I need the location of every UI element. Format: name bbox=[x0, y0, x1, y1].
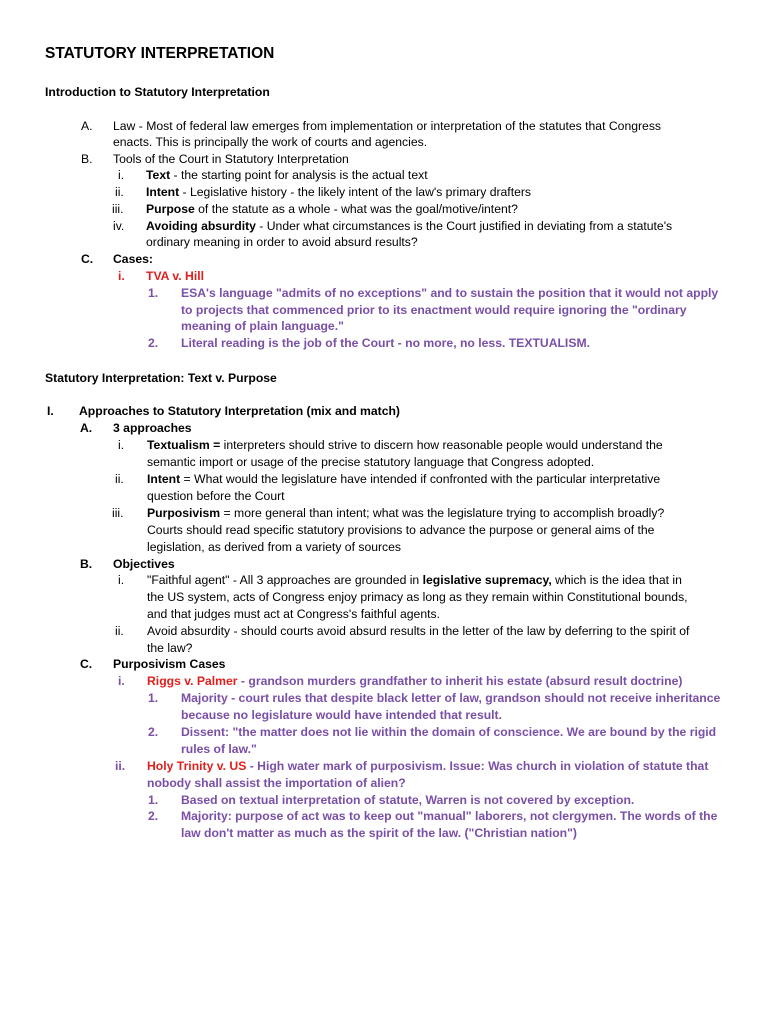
point-marker: 2. bbox=[148, 809, 159, 823]
objective-desc: "Faithful agent" - All 3 approaches are grounded in bbox=[147, 573, 423, 587]
case-name: TVA v. Hill bbox=[146, 269, 205, 283]
point-marker: 2. bbox=[148, 725, 159, 739]
approach-text bbox=[147, 437, 663, 454]
approach-desc: = What would the legislature have intended if confronted with the particular interpretative bbox=[180, 472, 661, 486]
approach-desc-cont: semantic import or usage of the precise statutory language that Congress adopted. bbox=[147, 455, 595, 469]
approach-text bbox=[147, 471, 660, 488]
item-marker: ii. bbox=[115, 472, 124, 486]
item-text: enacts. This is principally the work of courts and agencies. bbox=[113, 135, 428, 149]
point-text: meaning of plain language." bbox=[181, 319, 344, 333]
section-heading-intro: Introduction to Statutory Interpretation bbox=[45, 85, 270, 99]
approach-term: Intent bbox=[147, 472, 181, 486]
point-text: Literal reading is the job of the Court - no more, no less. TEXTUALISM. bbox=[181, 336, 590, 350]
item-marker: i. bbox=[118, 438, 125, 452]
section-heading-text-v-purpose: Statutory Interpretation: Text v. Purpose bbox=[45, 371, 277, 385]
point-text: Majority - court rules that despite black letter of law, grandson should not receive inheritance bbox=[181, 691, 721, 705]
case-line bbox=[147, 758, 708, 775]
tool-term: Avoiding absurdity bbox=[146, 219, 256, 233]
point-text: Majority: purpose of act was to keep out "manual" laborers, not clergymen. The words of the bbox=[181, 809, 718, 823]
case-marker: ii. bbox=[115, 759, 126, 773]
item-text: Cases: bbox=[113, 252, 153, 266]
item-marker: iii. bbox=[112, 202, 124, 216]
item-marker: I. bbox=[47, 404, 54, 418]
approach-text bbox=[147, 505, 664, 522]
point-text: law don't matter as much as the spirit of the law. ("Christian nation") bbox=[181, 826, 577, 840]
point-marker: 2. bbox=[148, 336, 159, 350]
item-text: 3 approaches bbox=[113, 421, 192, 435]
page-title: STATUTORY INTERPRETATION bbox=[45, 45, 275, 62]
approach-desc-cont: Courts should read specific statutory provisions to advance the purpose or general aims of the bbox=[147, 523, 655, 537]
tool-desc: - Under what circumstances is the Court justified in deviating from a statute's bbox=[255, 219, 673, 233]
case-name: Holy Trinity v. US bbox=[147, 759, 247, 773]
point-text: Dissent: "the matter does not lie within the domain of conscience. We are bound by the rigid bbox=[181, 725, 717, 739]
item-marker: B. bbox=[80, 557, 93, 571]
item-marker: C. bbox=[80, 657, 93, 671]
point-text: ESA's language "admits of no exceptions" and to sustain the position that it would not apply bbox=[181, 286, 719, 300]
objective-desc: which is the idea that in bbox=[551, 573, 682, 587]
point-marker: 1. bbox=[148, 691, 159, 705]
approach-desc-cont: legislation, as derived from a variety of sources bbox=[147, 540, 402, 554]
point-text: Based on textual interpretation of statute, Warren is not covered by exception. bbox=[181, 793, 635, 807]
approach-desc: = more general than intent; what was the legislature trying to accomplish broadly? bbox=[220, 506, 665, 520]
case-marker: i. bbox=[118, 269, 125, 283]
objective-term: legislative supremacy, bbox=[422, 573, 552, 587]
item-marker: A. bbox=[81, 119, 93, 133]
tool-text bbox=[146, 201, 518, 218]
approach-desc: interpreters should strive to discern how reasonable people would understand the bbox=[220, 438, 663, 452]
item-marker: iv. bbox=[113, 219, 125, 233]
tool-desc: - the starting point for analysis is the actual text bbox=[170, 168, 428, 182]
approach-term: Purposivism bbox=[147, 506, 221, 520]
tool-term: Text bbox=[146, 168, 171, 182]
objective-desc-cont: and that judges must act at Congress's faithful agents. bbox=[147, 607, 440, 621]
case-name: Riggs v. Palmer bbox=[147, 674, 238, 688]
case-line bbox=[147, 673, 682, 690]
item-text: Approaches to Statutory Interpretation (mix and match) bbox=[79, 404, 400, 418]
tool-desc: of the statute as a whole - what was the goal/motive/intent? bbox=[194, 202, 518, 216]
item-marker: A. bbox=[80, 421, 93, 435]
tool-desc-cont: ordinary meaning in order to avoid absurd results? bbox=[146, 235, 418, 249]
item-marker: iii. bbox=[112, 506, 124, 520]
approach-desc-cont: question before the Court bbox=[147, 489, 285, 503]
item-text: Tools of the Court in Statutory Interpretation bbox=[113, 152, 349, 166]
tool-desc: - Legislative history - the likely intent of the law's primary drafters bbox=[179, 185, 532, 199]
item-text: Objectives bbox=[113, 557, 175, 571]
objective-desc-cont: the US system, acts of Congress enjoy primacy as long as they remain within Constitutional bounds, bbox=[147, 590, 688, 604]
item-text: Purposivism Cases bbox=[113, 657, 226, 671]
tool-text bbox=[146, 167, 428, 184]
item-text: Law - Most of federal law emerges from implementation or interpretation of the statutes that Congress bbox=[113, 119, 662, 133]
case-desc-cont: nobody shall assist the importation of alien? bbox=[147, 776, 406, 790]
tool-term: Intent bbox=[146, 185, 180, 199]
case-desc: - High water mark of purposivism. Issue: Was church in violation of statute that bbox=[246, 759, 709, 773]
objective-desc-cont: the law? bbox=[147, 641, 193, 655]
tool-term: Purpose bbox=[146, 202, 195, 216]
item-marker: ii. bbox=[115, 185, 124, 199]
point-marker: 1. bbox=[148, 793, 159, 807]
item-marker: i. bbox=[118, 573, 125, 587]
point-text: to projects that commenced prior to its enactment would require ignoring the "ordinary bbox=[181, 303, 687, 317]
case-desc: - grandson murders grandfather to inherit his estate (absurd result doctrine) bbox=[237, 674, 683, 688]
objective-text bbox=[147, 572, 682, 589]
item-marker: ii. bbox=[115, 624, 124, 638]
point-text: rules of law." bbox=[181, 742, 257, 756]
point-marker: 1. bbox=[148, 286, 159, 300]
tool-text bbox=[146, 218, 672, 235]
case-marker: i. bbox=[118, 674, 125, 688]
point-text: because no legislature would have intended that result. bbox=[181, 708, 503, 722]
objective-text: Avoid absurdity - should courts avoid absurd results in the letter of the law by deferring to the spirit of bbox=[147, 624, 690, 638]
tool-text bbox=[146, 184, 531, 201]
item-marker: i. bbox=[118, 168, 125, 182]
item-marker: B. bbox=[81, 152, 93, 166]
approach-term: Textualism = bbox=[147, 438, 221, 452]
item-marker: C. bbox=[81, 252, 94, 266]
